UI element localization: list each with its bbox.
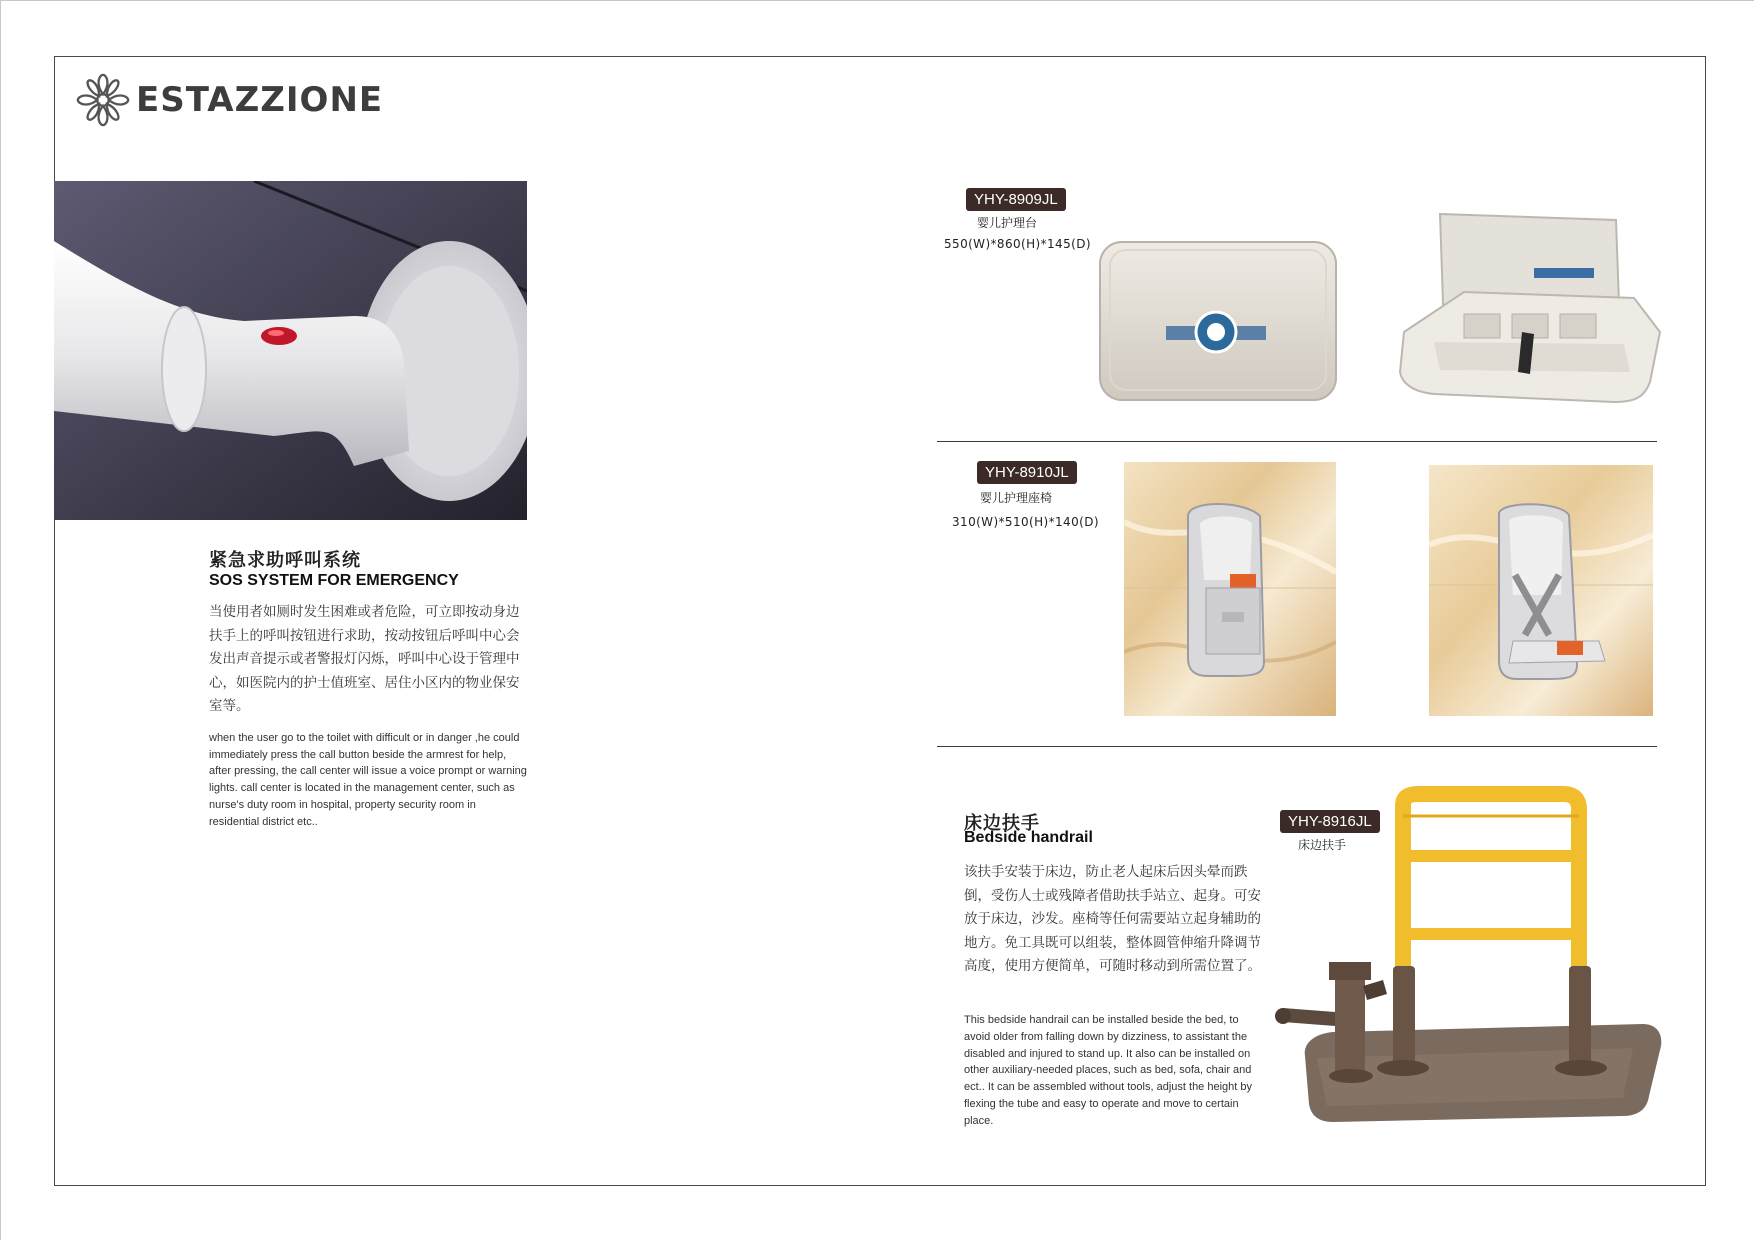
sos-handrail-photo: [54, 181, 527, 520]
product-dimensions: 310(W)*510(H)*140(D): [952, 515, 1099, 529]
sos-body-cn: 当使用者如厕时发生困难或者危险，可立即按动身边扶手上的呼叫按钮进行求助，按动按钮后呼叫中心会发出声音提示或者警报灯闪烁，呼叫中心设于管理中心，如医院内的护士值班室、居住小区内的物业保安室等。: [209, 604, 520, 714]
bedside-heading-cn: 床边扶手: [964, 813, 1040, 834]
baby-seat-closed-photo: [1124, 462, 1336, 716]
section-divider: [937, 746, 1657, 747]
bedside-heading-en: Bedside handrail: [964, 829, 1093, 846]
bedside-body-en: This bedside handrail can be installed beside the bed, to avoid older from falling down by dizziness, to assistant the disabled and injured to stand up. It also can be installed on other auxiliary-needed places, such as bed, sofa, chair and ect.. It can be assembled without tools, adjust the height by flexing the tube and easy to operate and move to certain place.: [964, 1014, 1253, 1127]
sos-heading-en: SOS SYSTEM FOR EMERGENCY: [209, 572, 459, 589]
product-name-cn: 婴儿护理座椅: [980, 491, 1053, 505]
brand-name: ESTAZZIONE: [136, 80, 384, 120]
product-code-badge: YHY-8916JL: [1280, 810, 1380, 833]
section-divider: [937, 441, 1657, 442]
product-name-cn: 床边扶手: [1298, 838, 1347, 852]
sos-heading-cn: 紧急求助呼叫系统: [209, 550, 361, 571]
product-name-cn: 婴儿护理台: [977, 216, 1038, 230]
product-code-badge: YHY-8909JL: [966, 188, 1066, 211]
bedside-handrail-photo: [1263, 786, 1665, 1131]
changing-station-closed-photo: [1096, 238, 1341, 408]
sos-body-en: when the user go to the toilet with difficult or in danger ,he could immediately press the call button beside the armrest for help, after pressing, the call center will issue a voice prompt or warning lights. call center is located in the management center, such as nurse's duty room in hospital, property security room in residential district etc..: [209, 732, 527, 828]
flower-ornament-icon: [74, 71, 132, 129]
baby-seat-open-photo: [1429, 465, 1653, 716]
product-dimensions: 550(W)*860(H)*145(D): [944, 237, 1091, 251]
changing-station-open-photo: [1394, 212, 1662, 422]
product-code-badge: YHY-8910JL: [977, 461, 1077, 484]
bedside-body-cn: 该扶手安装于床边，防止老人起床后因头晕而跌倒，受伤人士或残障者借助扶手站立、起身。可安放于床边，沙发。座椅等任何需要站立起身辅助的地方。免工具既可以组装，整体圆管伸缩升降调节高度，使用方便简单，可随时移动到所需位置了。: [964, 864, 1261, 974]
brand-logo: [74, 70, 383, 130]
